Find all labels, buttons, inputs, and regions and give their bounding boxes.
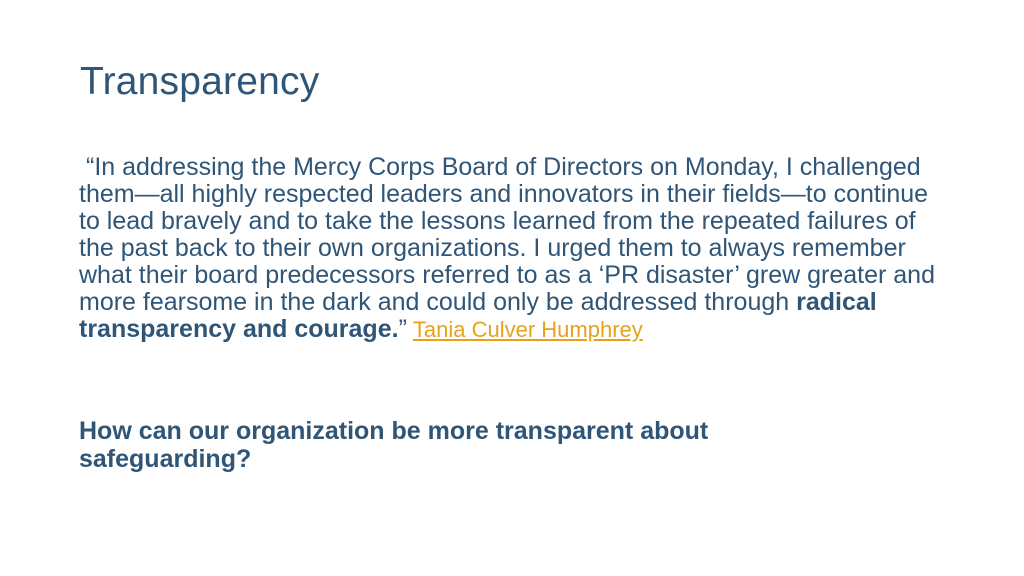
quote-paragraph (79, 154, 949, 343)
quote-emphasis: radical transparency and courage. (79, 288, 877, 343)
slide-title: Transparency (80, 60, 320, 103)
quote-text: In addressing the Mercy Corps Board of Directors on Monday, I challenged them—all highly respected leaders and innovators in their fields—to continue to lead bravely and to take the lessons learned from the repeated failures of the past back to their own organizations. I urged them to always remember what their board predecessors referred to as a ‘PR disaster’ grew greater and more fearsome in the dark and could only be addressed through (79, 153, 935, 316)
quote-open-mark: “ (86, 153, 95, 181)
attribution-link[interactable]: Tania Culver Humphrey (412, 317, 643, 342)
discussion-question: How can our organization be more transparent about safeguarding? (79, 417, 709, 473)
quote-close-mark: ” (398, 315, 407, 343)
